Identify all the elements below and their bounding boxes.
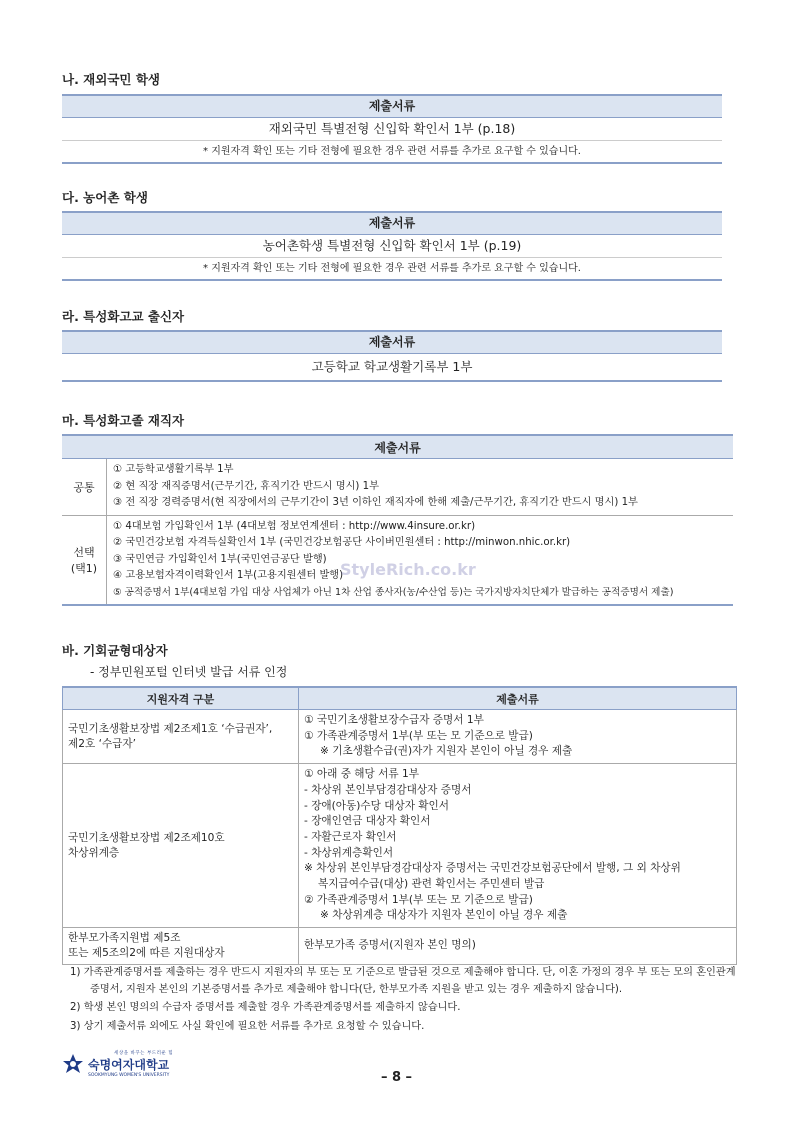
section-title-da: 다. 농어촌 학생 <box>62 190 148 205</box>
table-ma <box>62 434 733 606</box>
list-item: ④ 고용보험자격이력확인서 1부(고용지원센터 발행) <box>113 570 344 581</box>
qualification-line: 국민기초생활보장법 제2조제1호 ‘수급권자’, <box>68 722 273 735</box>
doc-line: - 장애(아동)수당 대상자 확인서 <box>304 799 449 812</box>
table-na <box>62 94 722 164</box>
select-label-line: 선택 <box>73 545 95 559</box>
col-header-qualification: 지원자격 구분 <box>63 687 299 710</box>
list-item: ① 고등학교생활기록부 1부 <box>113 464 234 475</box>
section-title-ma: 마. 특성화고졸 재직자 <box>62 413 185 428</box>
doc-line: ① 국민기초생활보장수급자 증명서 1부 <box>304 714 484 726</box>
footnotes <box>70 965 738 1037</box>
section-subtitle: - 정부민원포털 인터넷 발급 서류 인정 <box>90 665 288 679</box>
documents-cell <box>299 764 737 928</box>
list-item: ② 국민건강보험 자격득실확인서 1부 (국민건강보험공단 사이버민원센터 : http://minwon.nhic.or.kr) <box>113 537 571 548</box>
qualification-cell <box>63 764 299 928</box>
qualification-line: 국민기초생활보장법 제2조제10호 <box>68 831 225 844</box>
section-title-na: 나. 재외국민 학생 <box>62 72 160 87</box>
table-row <box>63 928 737 965</box>
section-title-ra: 라. 특성화고교 출신자 <box>62 309 185 324</box>
qualification-line: 제2호 ‘수급자’ <box>68 737 137 750</box>
university-name-english: SOOKMYUNG WOMEN'S UNIVERSITY <box>88 1073 170 1078</box>
table-header: 제출서류 <box>62 94 722 118</box>
university-name: 숙명여자대학교 <box>88 1058 170 1072</box>
page-number: – 8 – <box>380 1070 413 1085</box>
list-item: ② 현 직장 재직증명서(근무기간, 휴직기간 반드시 명시) 1부 <box>113 480 379 492</box>
qualification-line: 차상위계층 <box>68 846 120 859</box>
qualification-cell <box>63 710 299 764</box>
common-items <box>107 459 734 516</box>
documents-cell <box>299 710 737 764</box>
footnote: 3) 상기 제출서류 외에도 사실 확인에 필요한 서류를 추가로 요청할 수 있습니다. <box>70 1020 425 1032</box>
table-ra <box>62 330 722 382</box>
doc-line: ※ 기초생활수급(권)자가 지원자 본인이 아닐 경우 제출 <box>320 745 573 758</box>
section-title-ba: 바. 기회균형대상자 <box>62 643 168 658</box>
table-note: * 지원자격 확인 또는 기타 전형에 필요한 경우 관련 서류를 추가로 요구할 수 있습니다. <box>62 141 722 164</box>
doc-line: - 차상위 본인부담경감대상자 증명서 <box>304 783 472 796</box>
list-item: ③ 전 직장 경력증명서(현 직장에서의 근무기간이 3년 이하인 재직자에 한해 제출/근무기간, 휴직기간 반드시 명시) 1부 <box>113 497 638 508</box>
table-header: 제출서류 <box>62 211 722 235</box>
qualification-line: 한부모가족지원법 제5조 <box>68 932 181 945</box>
table-header: 제출서류 <box>62 435 733 459</box>
table-row: 고등학교 학교생활기록부 1부 <box>62 354 722 382</box>
table-da <box>62 211 722 281</box>
university-motto: 세상을 바꾸는 부드러운 힘 <box>114 1051 174 1056</box>
doc-line: - 차상위계층확인서 <box>304 846 394 859</box>
table-ba <box>62 686 737 965</box>
watermark: StyleRich.co.kr <box>340 560 476 579</box>
table-row: 재외국민 특별전형 신입학 확인서 1부 (p.18) <box>62 118 722 141</box>
select-label <box>62 515 107 605</box>
doc-line: 한부모가족 증명서(지원자 본인 명의) <box>304 939 476 952</box>
footnote: 2) 학생 본인 명의의 수급자 증명서를 제출할 경우 가족관계증명서를 제출하지 않습니다. <box>70 1002 461 1013</box>
table-note: * 지원자격 확인 또는 기타 전형에 필요한 경우 관련 서류를 추가로 요구할 수 있습니다. <box>62 258 722 281</box>
table-row <box>63 764 737 928</box>
list-item: ⑤ 공적증명서 1부(4대보험 가입 대상 사업체가 아닌 1차 산업 종사자(농/수산업 등)는 국가지방자치단체가 발급하는 공적증명서 제출) <box>113 586 674 598</box>
list-item: ③ 국민연금 가입확인서 1부(국민연금공단 발행) <box>113 553 327 565</box>
doc-line: ※ 차상위 본인부담경감대상자 증명서는 국민건강보험공단에서 발행, 그 외 차상위 <box>304 862 681 875</box>
doc-line: ※ 차상위계층 대상자가 지원자 본인이 아닐 경우 제출 <box>320 909 568 922</box>
list-item: ① 4대보험 가입확인서 1부 (4대보험 정보연계센터 : http://www.4insure.or.kr) <box>113 520 476 532</box>
select-label-line: (택1) <box>70 561 98 575</box>
common-label: 공통 <box>62 459 107 516</box>
doc-line: 복지급여수급(대상) 관련 확인서는 주민센터 발급 <box>318 878 545 891</box>
doc-line: ① 가족관계증명서 1부(부 또는 모 기준으로 발급) <box>304 729 533 742</box>
documents-cell <box>299 928 737 965</box>
doc-line: - 자활근로자 확인서 <box>304 830 397 843</box>
doc-line: ② 가족관계증명서 1부(부 또는 모 기준으로 발급) <box>304 893 533 906</box>
table-header: 제출서류 <box>62 330 722 354</box>
table-row: 농어촌학생 특별전형 신입학 확인서 1부 (p.19) <box>62 235 722 258</box>
qualification-cell <box>63 928 299 965</box>
doc-line: - 장애인연금 대상자 확인서 <box>304 815 431 828</box>
qualification-line: 또는 제5조의2에 따른 지원대상자 <box>68 947 225 960</box>
doc-line: ① 아래 중 해당 서류 1부 <box>304 768 419 781</box>
footnote: 1) 가족관계증명서를 제출하는 경우 반드시 지원자의 부 또는 모 기준으로 발급된 것으로 제출해야 합니다. 단, 이혼 가정의 경우 부 또는 모의 혼인관계증명서, 지원자 본인의 기본증명서를 추가로 제출해야 합니다(단, 한부모가족 지원을 받고 있는 경우 제출하지 않습니다). <box>70 967 736 995</box>
col-header-documents: 제출서류 <box>299 687 737 710</box>
table-row <box>63 710 737 764</box>
